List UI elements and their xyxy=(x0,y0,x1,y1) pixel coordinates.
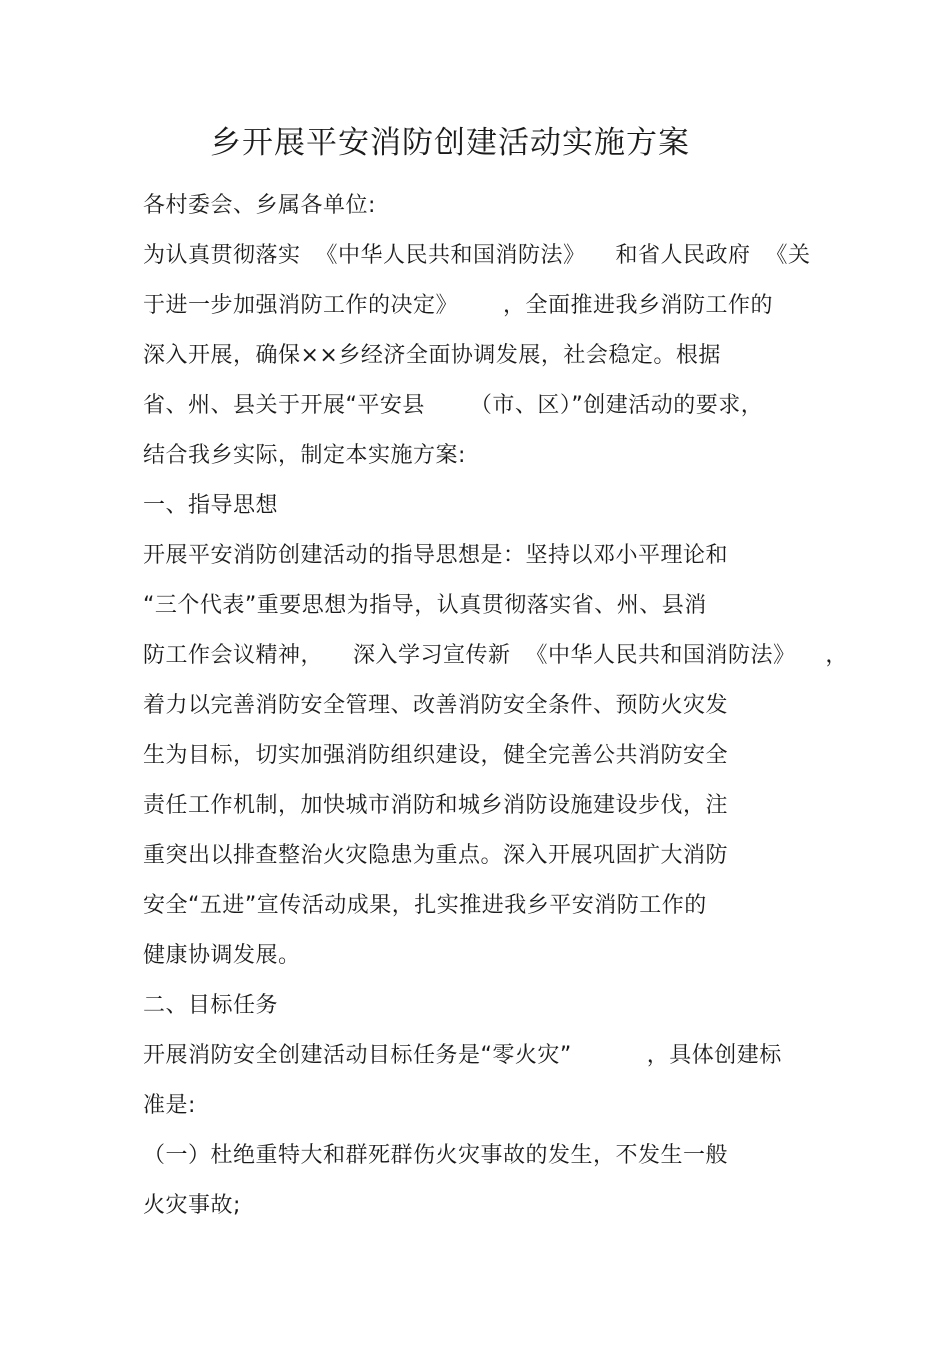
paragraph-line: 于进一步加强消防工作的决定》 ，全面推进我乡消防工作的 xyxy=(143,293,773,318)
paragraph-line: 安全“五进”宣传活动成果，扎实推进我乡平安消防工作的 xyxy=(143,893,707,918)
section-heading-objectives: 二、目标任务 xyxy=(143,993,279,1018)
paragraph-line: 防工作会议精神， 深入学习宣传新 《中华人民共和国消防法》 ， xyxy=(143,643,848,668)
list-item-line: （一）杜绝重特大和群死群伤火灾事故的发生，不发生一般 xyxy=(143,1143,729,1168)
section-heading-guiding-ideology: 一、指导思想 xyxy=(143,493,279,518)
paragraph-line: 开展消防安全创建活动目标任务是“零火灾” ，具体创建标 xyxy=(143,1043,782,1068)
document-title: 乡开展平安消防创建活动实施方案 xyxy=(210,125,690,161)
paragraph-line: 生为目标，切实加强消防组织建设，健全完善公共消防安全 xyxy=(143,743,729,768)
paragraph-line: 为认真贯彻落实 《中华人民共和国消防法》 和省人民政府 《关 xyxy=(143,243,811,268)
paragraph-line: 省、州、县关于开展“平安县 （市、区）”创建活动的要求， xyxy=(143,393,764,418)
paragraph-line: 着力以完善消防安全管理、改善消防安全条件、预防火灾发 xyxy=(143,693,729,718)
paragraph-line: 开展平安消防创建活动的指导思想是：坚持以邓小平理论和 xyxy=(143,543,729,568)
paragraph-line: 健康协调发展。 xyxy=(143,943,301,968)
list-item-line: 火灾事故; xyxy=(143,1193,241,1218)
paragraph-line: 重突出以排查整治火灾隐患为重点。深入开展巩固扩大消防 xyxy=(143,843,729,868)
paragraph-line: 责任工作机制，加快城市消防和城乡消防设施建设步伐，注 xyxy=(143,793,729,818)
paragraph-line: “三个代表”重要思想为指导，认真贯彻落实省、州、县消 xyxy=(143,593,707,618)
paragraph-line: 深入开展，确保××乡经济全面协调发展，社会稳定。根据 xyxy=(143,343,721,368)
paragraph-line: 准是: xyxy=(143,1093,196,1118)
paragraph-line: 结合我乡实际，制定本实施方案: xyxy=(143,443,466,468)
salutation: 各村委会、乡属各单位: xyxy=(143,193,376,218)
